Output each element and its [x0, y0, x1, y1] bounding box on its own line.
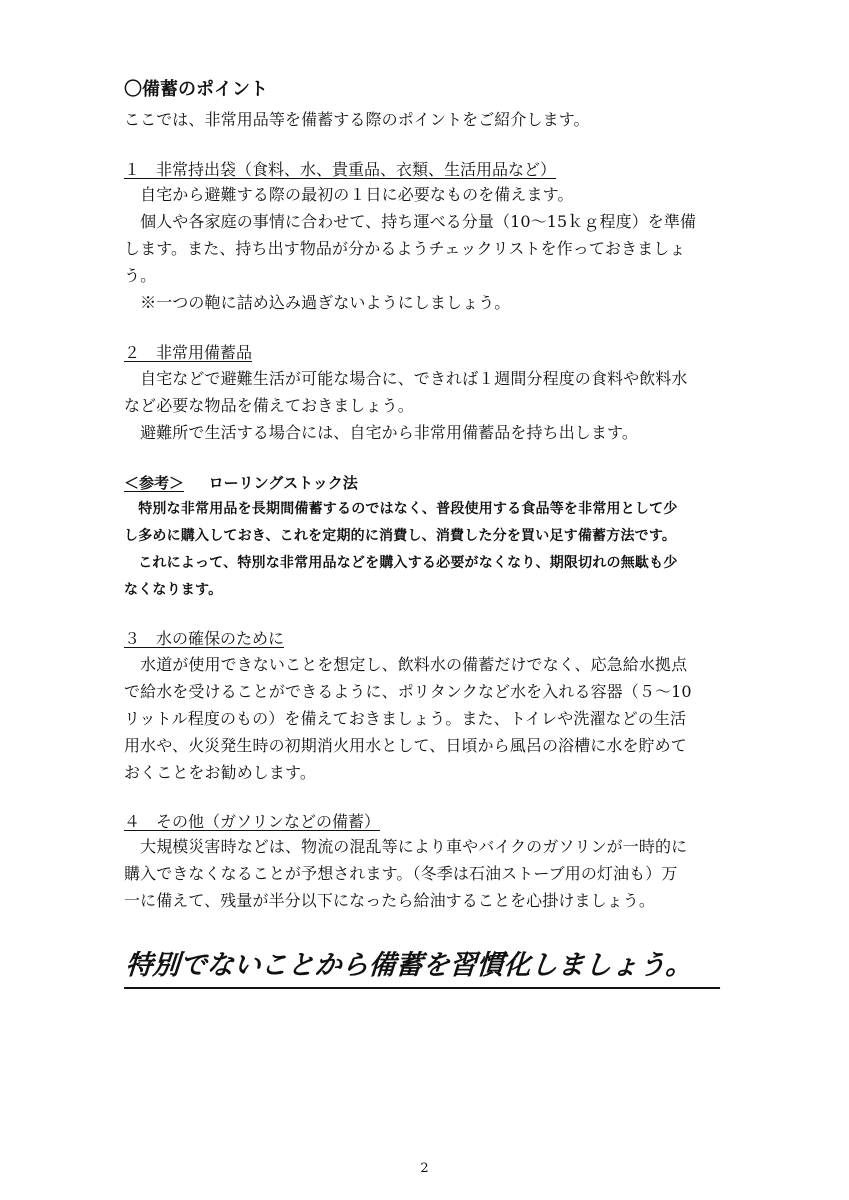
reference-line: 特別な非常用品を長期間備蓄するのではなく、普段使用する食品等を非常用として少 — [124, 501, 678, 517]
reference-label: ＜参考＞ — [124, 474, 185, 492]
reference-heading — [124, 471, 724, 495]
section-1-line: 自宅から避難する際の最初の１日に必要なものを備えます。 — [124, 185, 574, 204]
section-4-heading — [124, 810, 724, 834]
reference-line: し多めに購入しておき、これを定期的に消費し、消費した分を買い足す備蓄方法です。 — [124, 528, 677, 544]
section-3-body — [124, 651, 724, 786]
section-2-line: 避難所で生活する場合には、自宅から非常用備蓄品を持ち出します。 — [124, 423, 638, 442]
section-2-body — [124, 365, 724, 446]
section-1-body — [124, 181, 724, 316]
section-1-line: ※一つの鞄に詰め込み過ぎないようにしましょう。 — [124, 293, 511, 312]
section-1-line: う。 — [124, 266, 157, 285]
section-1-line: します。また、持ち出す物品が分かるようチェックリストを作っておきましょ — [124, 239, 686, 258]
section-2-heading — [124, 341, 724, 365]
reference-line: なくなります。 — [124, 582, 223, 598]
section-4-line: 大規模災害時などは、物流の混乱等により車やバイクのガソリンが一時的に — [124, 837, 688, 856]
section-2-line: など必要な物品を備えておきましょう。 — [124, 396, 414, 415]
section-4-line: 購入できなくなることが予想されます。（冬季は石油ストーブ用の灯油も）万 — [124, 864, 678, 883]
section-3-heading — [124, 627, 724, 651]
section-3-line: リットル程度のもの）を備えておきましょう。また、トイレや洗濯などの生活 — [124, 709, 687, 728]
section-1-heading — [124, 158, 724, 182]
section-3-line: で給水を受けることができるように、ポリタンクなど水を入れる容器（５～10 — [124, 682, 692, 701]
reference-body — [124, 496, 724, 604]
section-1-heading-text: １ 非常持出袋（食料、水、貴重品、衣類、生活用品など） — [124, 160, 557, 179]
section-4-body — [124, 833, 724, 914]
section-2-line: 自宅などで避難生活が可能な場合に、できれば１週間分程度の食料や飲料水 — [124, 369, 688, 388]
intro-text: ここでは、非常用品等を備蓄する際のポイントをご紹介します。 — [124, 110, 590, 129]
page-title: 〇備蓄のポイント — [124, 79, 268, 100]
page-number: 2 — [420, 1161, 429, 1176]
section-3-line: 水道が使用できないことを想定し、飲料水の備蓄だけでなく、応急給水拠点 — [124, 655, 688, 674]
section-4-line: 一に備えて、残量が半分以下になったら給油することを心掛けましょう。 — [124, 891, 655, 910]
section-3-line: 用水や、火災発生時の初期消火用水として、日頃から風呂の浴槽に水を貯めて — [124, 736, 687, 755]
reference-title: ローリングストック法 — [208, 474, 358, 492]
section-4-heading-text: ４ その他（ガソリンなどの備蓄） — [124, 812, 381, 831]
section-3-line: おくことをお勧めします。 — [124, 763, 316, 782]
closing-slogan: 特別でないことから備蓄を習慣化しましょう。 — [124, 948, 723, 989]
section-2-heading-text: ２ 非常用備蓄品 — [124, 343, 253, 362]
section-1-line: 個人や各家庭の事情に合わせて、持ち運べる分量（10～15ｋｇ程度）を準備 — [124, 212, 697, 231]
reference-line: これによって、特別な非常用品などを購入する必要がなくなり、期限切れの無駄も少 — [124, 555, 678, 571]
section-3-heading-text: ３ 水の確保のために — [124, 629, 285, 648]
